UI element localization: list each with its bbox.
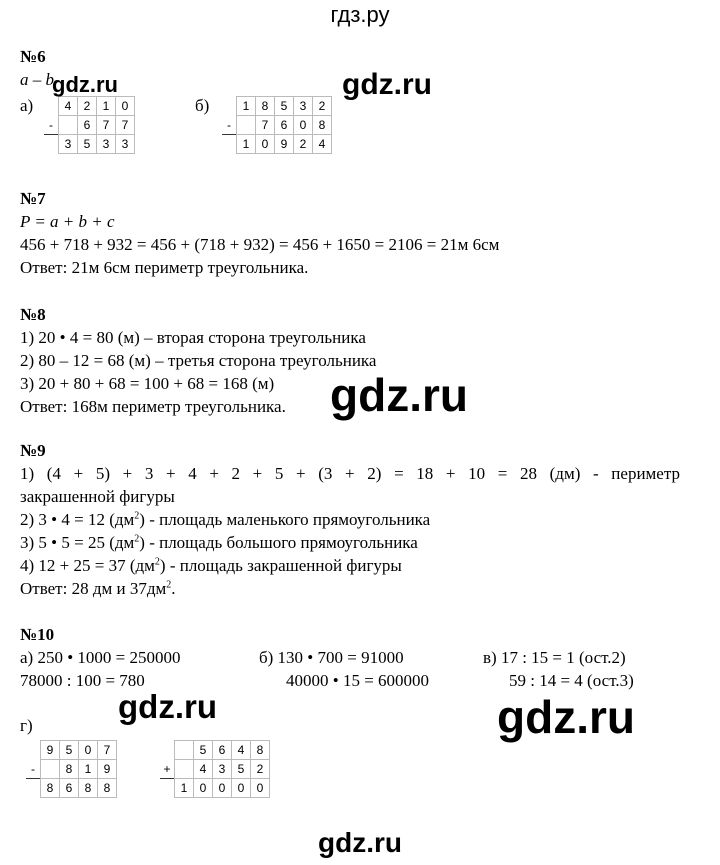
- task-10c-line: 59 : 14 = 4 (ост.3): [509, 671, 634, 690]
- task-10g-label: г): [20, 716, 33, 735]
- task-10a-line: а) 250 • 1000 = 250000: [20, 648, 181, 667]
- task-10g-column-addition: 5 6 4 8 + 4 3 5 2 1 0 0 0 0: [160, 740, 270, 798]
- task-8-line: 3) 20 + 80 + 68 = 100 + 68 = 168 (м): [20, 374, 275, 393]
- watermark: gdz.ru: [318, 827, 402, 858]
- plus-sign: +: [163, 761, 171, 776]
- task-6-formula: a – b: [20, 70, 54, 89]
- task-6b-column-subtraction: 1 8 5 3 2 - 7 6 0 8 1 0 9 2 4: [222, 96, 332, 154]
- watermark: gdz.ru: [52, 72, 118, 97]
- task-10-heading: №10: [20, 625, 55, 644]
- task-9-answer: Ответ: 28 дм и $37дм^2$.: [20, 579, 176, 598]
- task-10b-line: б) 130 • 700 = 91000: [259, 648, 404, 667]
- minus-sign: -: [227, 117, 231, 132]
- task-8-line: 1) 20 • 4 = 80 (м) – вторая сторона треугольника: [20, 328, 366, 347]
- task-9-line: закрашенной фигуры: [20, 487, 175, 506]
- task-6a-column-subtraction: 4 2 1 0 - 6 7 7 3 5 3 3: [44, 96, 135, 154]
- watermark: gdz.ru: [342, 68, 432, 101]
- watermark: gdz.ru: [497, 691, 635, 743]
- task-9-line: 2) 3 • 4 = 12 $(дм^2)$ - площадь маленького прямоугольника: [20, 510, 431, 529]
- task-6-heading: №6: [20, 47, 46, 66]
- task-10c-line: в) 17 : 15 = 1 (ост.2): [483, 648, 626, 667]
- task-8-line: 2) 80 – 12 = 68 (м) – третья сторона треугольника: [20, 351, 377, 370]
- task-9-line: 4) 12 + 25 = 37 $(дм^2)$ - площадь закрашенной фигуры: [20, 556, 402, 575]
- task-7-answer: Ответ: 21м 6см периметр треугольника.: [20, 258, 309, 277]
- task-9-line: 3) 5 • 5 = 25 $(дм^2)$ - площадь большого прямоугольника: [20, 533, 418, 552]
- task-8-answer: Ответ: 168м периметр треугольника.: [20, 397, 286, 416]
- task-9-line: 1) (4 + 5) + 3 + 4 + 2 + 5 + (3 + 2) = 18 + 10 = 28 (дм) - периметр: [20, 464, 680, 483]
- minus-sign: -: [49, 117, 53, 132]
- task-6a-label: а): [20, 96, 34, 115]
- task-7-heading: №7: [20, 189, 46, 208]
- task-7-line: 456 + 718 + 932 = 456 + (718 + 932) = 456 + 1650 = 2106 = 21м 6см: [20, 235, 500, 254]
- task-7-formula: P = a + b + c: [20, 212, 115, 231]
- task-8-heading: №8: [20, 305, 46, 324]
- site-title: гдз.ру: [330, 2, 390, 27]
- task-10b-line: 40000 • 15 = 600000: [286, 671, 430, 690]
- task-10g-column-subtraction: 9 5 0 7 - 8 1 9 8 6 8 8: [26, 740, 117, 798]
- watermark: gdz.ru: [330, 369, 468, 421]
- task-6b-label: б): [195, 96, 210, 115]
- task-9-heading: №9: [20, 441, 46, 460]
- minus-sign: -: [31, 761, 35, 776]
- watermark: gdz.ru: [118, 688, 217, 725]
- task-10a-line: 78000 : 100 = 780: [20, 671, 145, 690]
